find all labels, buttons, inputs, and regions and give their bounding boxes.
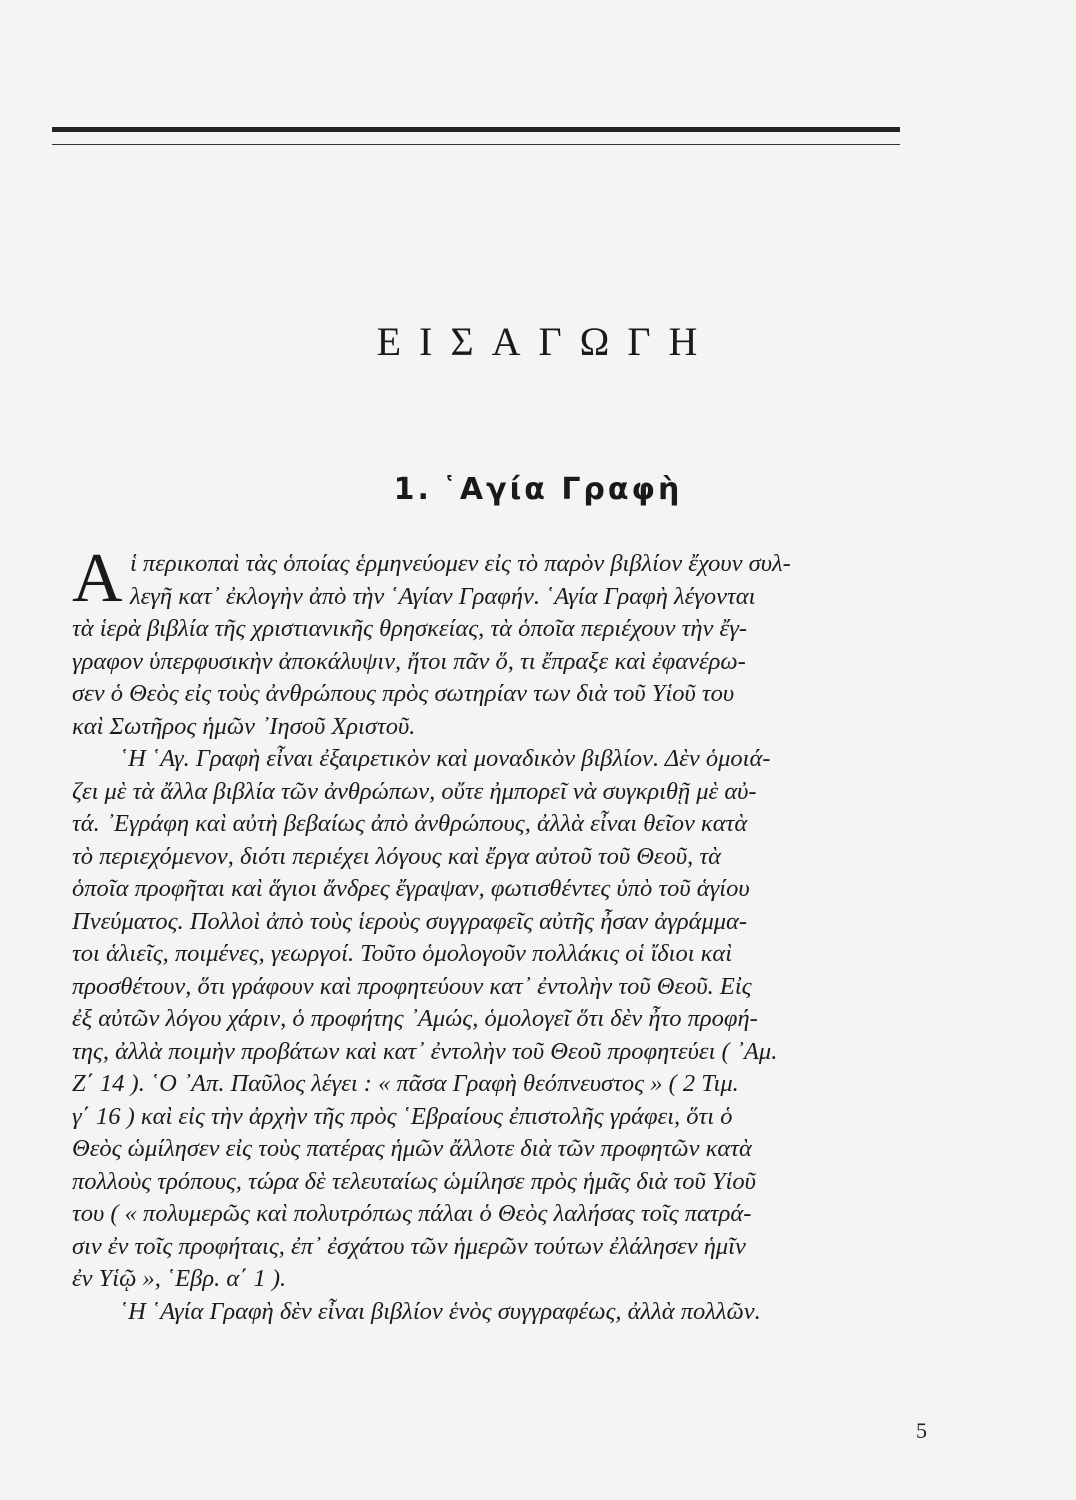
text-line: ἐν Υἱῷ », ῾Εβρ. α΄ 1 ). xyxy=(72,1265,287,1292)
text-line: γ΄ 16 ) καὶ εἰς τὴν ἀρχὴν τῆς πρὸς ῾Εβραίους ἐπιστολῆς γράφει, ὅτι ὁ xyxy=(72,1102,733,1130)
text-line: Ζ΄ 14 ). ῾Ο ᾽Απ. Παῦλος λέγει : « πᾶσα Γραφὴ θεόπνευστος » ( 2 Τιμ. xyxy=(72,1070,739,1097)
text-line: του ( « πολυμερῶς καὶ πολυτρόπως πάλαι ὁ Θεὸς λαλήσας τοῖς πατρά- xyxy=(72,1200,752,1227)
text-line: λεγῆ κατ᾽ ἐκλογὴν ἀπὸ τὴν ῾Αγίαν Γραφήν. ῾Αγία Γραφὴ λέγονται xyxy=(130,582,756,610)
text-line: ὁποῖα προφῆται καὶ ἅγιοι ἄνδρες ἔγραψαν, φωτισθέντες ὑπὸ τοῦ ἁγίου xyxy=(72,875,750,902)
text-line: ἱ περικοπαὶ τὰς ὁποίας ἑρμηνεύομεν εἰς τὸ παρὸν βιβλίον ἔχουν συλ- xyxy=(130,550,791,577)
drop-cap: Α xyxy=(72,540,123,617)
body-text xyxy=(72,540,944,1328)
text-line: της, ἀλλὰ ποιμὴν προβάτων καὶ κατ᾽ ἐντολὴν τοῦ Θεοῦ προφητεύει ( ᾽Αμ. xyxy=(72,1037,778,1065)
text-line: Πνεύματος. Πολλοὶ ἀπὸ τοὺς ἱεροὺς συγγραφεῖς αὐτῆς ἦσαν ἀγράμμα- xyxy=(72,907,748,935)
chapter-title: ΕΙΣΑΓΩΓΗ xyxy=(376,319,716,364)
section-number: 1. xyxy=(393,472,432,507)
text-line: πολλοὺς τρόπους, τώρα δὲ τελευταίως ὡμίλησε πρὸς ἡμᾶς διὰ τοῦ Υἱοῦ xyxy=(72,1167,756,1195)
header-rule-thick xyxy=(52,127,900,132)
text-line: προσθέτουν, ὅτι γράφουν καὶ προφητεύουν κατ᾽ ἐντολὴν τοῦ Θεοῦ. Εἰς xyxy=(72,972,752,1000)
page-number: 5 xyxy=(916,1418,927,1443)
text-line: σεν ὁ Θεὸς εἰς τοὺς ἀνθρώπους πρὸς σωτηρίαν των διὰ τοῦ Υἱοῦ του xyxy=(72,680,735,707)
text-line: ζει μὲ τὰ ἄλλα βιβλία τῶν ἀνθρώπων, οὔτε ἠμπορεῖ νὰ συγκριθῇ μὲ αὐ- xyxy=(72,777,757,805)
text-line: γραφον ὑπερφυσικὴν ἀποκάλυψιν, ἤτοι πᾶν ὅ, τι ἔπραξε καὶ ἐφανέρω- xyxy=(72,647,746,675)
text-line: τοι ἁλιεῖς, ποιμένες, γεωργοί. Τοῦτο ὁμολογοῦν πολλάκις οἱ ἴδιοι καὶ xyxy=(72,940,733,967)
text-line: τά. ᾽Εγράφη καὶ αὐτὴ βεβαίως ἀπὸ ἀνθρώπους, ἀλλὰ εἶναι θεῖον κατὰ xyxy=(72,810,748,837)
section-title: ῾Αγία Γραφὴ xyxy=(441,472,683,507)
text-line: ῾Η ῾Αγ. Γραφὴ εἶναι ἐξαιρετικὸν καὶ μοναδικὸν βιβλίον. Δὲν ὁμοιά- xyxy=(120,745,771,772)
text-line: καὶ Σωτῆρος ἡμῶν ᾽Ιησοῦ Χριστοῦ. xyxy=(72,712,416,740)
text-line: ῾Η ῾Αγία Γραφὴ δὲν εἶναι βιβλίον ἑνὸς συγγραφέως, ἀλλὰ πολλῶν. xyxy=(120,1297,761,1325)
text-line: ἐξ αὐτῶν λόγου χάριν, ὁ προφήτης ᾽Αμώς, ὁμολογεῖ ὅτι δὲν ἦτο προφή- xyxy=(72,1005,758,1032)
header-rule-thin xyxy=(52,144,900,145)
text-line: τὸ περιεχόμενον, διότι περιέχει λόγους καὶ ἔργα αὐτοῦ τοῦ Θεοῦ, τὰ xyxy=(72,842,721,870)
text-line: σιν ἐν τοῖς προφήταις, ἐπ᾽ ἐσχάτου τῶν ἡμερῶν τούτων ἐλάλησεν ἡμῖν xyxy=(72,1232,746,1260)
text-line: Θεὸς ὡμίλησεν εἰς τοὺς πατέρας ἡμῶν ἄλλοτε διὰ τῶν προφητῶν κατὰ xyxy=(72,1135,752,1162)
text-line: τὰ ἱερὰ βιβλία τῆς χριστιανικῆς θρησκείας, τὰ ὁποῖα περιέχουν τὴν ἔγ- xyxy=(72,615,748,642)
section-heading xyxy=(0,472,1076,507)
